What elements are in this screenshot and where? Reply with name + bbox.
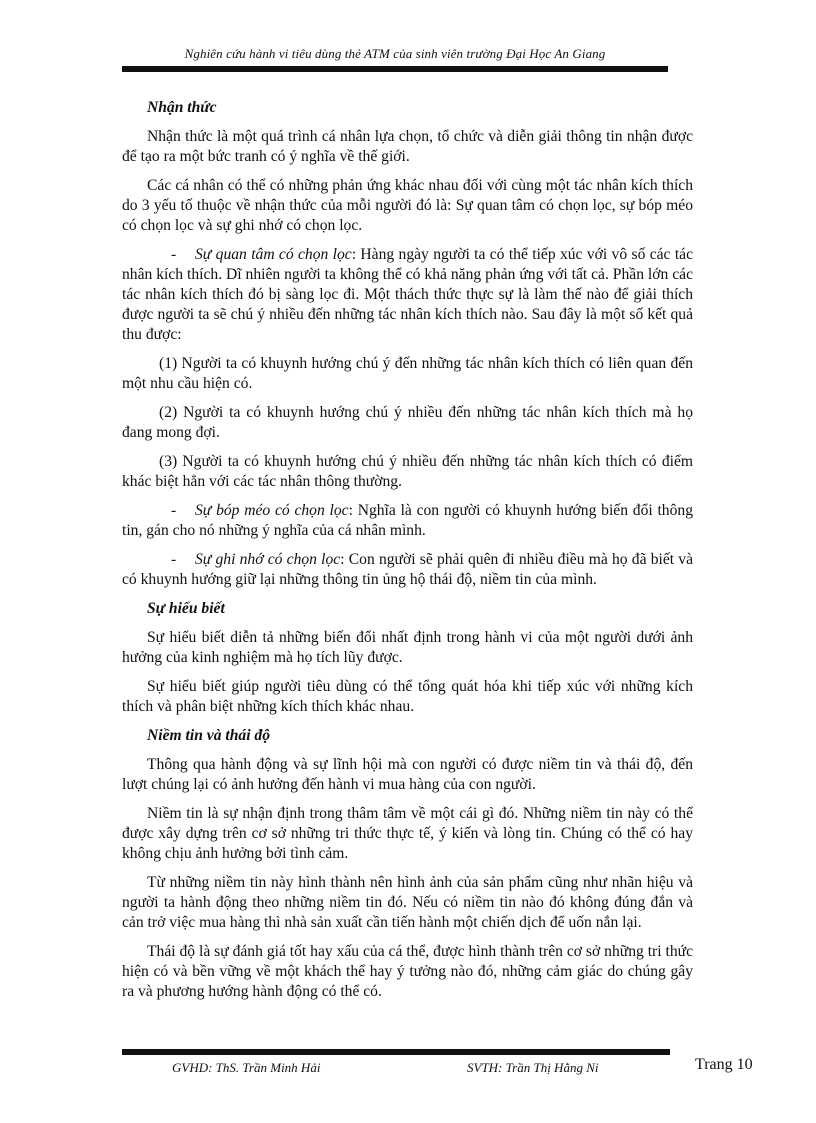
dash-text: : Con người sẽ phải quên đi nhiều điều mà họ đã biết và có khuynh hướng giữ lại những thông tin ủng hộ thái độ, niềm tin của mình. bbox=[122, 551, 693, 588]
paragraph: Thái độ là sự đánh giá tốt hay xấu của cá thể, được hình thành trên cơ sở những tri thức hiện có và bền vững về một khách thể hay ý tưởng nào đó, những cảm giác do chúng gây ra và phương hướng hành động có thể có. bbox=[122, 943, 693, 1000]
number-marker: (1) bbox=[159, 355, 178, 372]
paragraph: Niềm tin là sự nhận định trong thâm tâm về một cái gì đó. Những niềm tin này có thể được xây dựng trên cơ sở những tri thức thực tế, ý kiến và lòng tin. Chúng có thể có hay không chịu ảnh hưởng bởi tình cảm. bbox=[122, 805, 693, 862]
dash-marker: - bbox=[171, 551, 177, 568]
numbered-item bbox=[122, 452, 693, 492]
numbered-text: Người ta có khuynh hướng chú ý nhiều đến những tác nhân kích thích có điểm khác biệt hẳn với các tác nhân thông thường. bbox=[122, 453, 693, 490]
numbered-item bbox=[122, 403, 693, 443]
heading-nhan-thuc: Nhận thức bbox=[147, 99, 217, 116]
paragraph: Nhận thức là một quá trình cá nhân lựa chọn, tổ chức và diễn giải thông tin nhận được để tạo ra một bức tranh có ý nghĩa về thế giới. bbox=[122, 128, 693, 165]
dash-marker: - bbox=[171, 502, 177, 519]
paragraph: Sự hiểu biết giúp người tiêu dùng có thể tổng quát hóa khi tiếp xúc với những kích thích và phân biệt những kích thích khác nhau. bbox=[122, 678, 693, 715]
dash-item bbox=[122, 550, 693, 590]
numbered-text: Người ta có khuynh hướng chú ý nhiều đến những tác nhân kích thích mà họ đang mong đợi. bbox=[122, 404, 693, 441]
page-number: Trang 10 bbox=[695, 1056, 753, 1073]
paragraph: Thông qua hành động và sự lĩnh hội mà con người có được niềm tin và thái độ, đến lượt chúng lại có ảnh hưởng đến hành vi mua hàng của con người. bbox=[122, 756, 693, 793]
heading-su-hieu-biet: Sự hiểu biết bbox=[147, 600, 225, 617]
numbered-item bbox=[122, 354, 693, 394]
dash-term: Sự ghi nhớ có chọn lọc bbox=[195, 551, 341, 568]
footer-advisor: GVHD: ThS. Trần Minh Hải bbox=[172, 1060, 321, 1075]
paragraph: Từ những niềm tin này hình thành nên hình ảnh của sản phẩm cũng như nhãn hiệu và người ta hành động theo những niềm tin đó. Nếu có niềm tin nào đó không đúng đắn và cản trở việc mua hàng thì nhà sản xuất cần tiến hành một chiến dịch để uốn nắn lại. bbox=[122, 874, 693, 931]
dash-text: : Hàng ngày người ta có thể tiếp xúc với vô số các tác nhân kích thích. Dĩ nhiên người ta không thể có khả năng phản ứng với tất cả. Phần lớn các tác nhân kích thích đó bị sàng lọc đi. Một thách thức thực sự là làm thế nào để giải thích được người ta sẽ chú ý nhiều đến những tác nhân kích thích nào. Sau đây là một số kết quả thu được: bbox=[122, 246, 694, 343]
dash-term: Sự bóp méo có chọn lọc bbox=[195, 502, 349, 519]
document-body bbox=[122, 94, 693, 1011]
dash-term: Sự quan tâm có chọn lọc bbox=[195, 246, 352, 263]
footer-rule bbox=[122, 1049, 670, 1055]
dash-text: : Nghĩa là con người có khuynh hướng biến đổi thông tin, gán cho nó những ý nghĩa của cá nhân mình. bbox=[122, 502, 693, 539]
paragraph: Sự hiểu biết diễn tả những biến đổi nhất định trong hành vi của một người dưới ảnh hưởng của kinh nghiệm mà họ tích lũy được. bbox=[122, 629, 693, 666]
dash-marker: - bbox=[171, 246, 177, 263]
numbered-text: Người ta có khuynh hướng chú ý đến những tác nhân kích thích có liên quan đến một nhu cầu hiện có. bbox=[122, 355, 693, 392]
page-header-title: Nghiên cứu hành vi tiêu dùng thẻ ATM của sinh viên trường Đại Học An Giang bbox=[184, 46, 606, 61]
header-rule bbox=[122, 66, 668, 72]
number-marker: (3) bbox=[159, 453, 178, 470]
paragraph: Các cá nhân có thể có những phản ứng khác nhau đối với cùng một tác nhân kích thích do 3 yếu tố thuộc về nhận thức của mỗi người đó là: Sự quan tâm có chọn lọc, sự bóp méo có chọn lọc và sự ghi nhớ có chọn lọc. bbox=[122, 177, 693, 234]
dash-item bbox=[122, 245, 693, 345]
heading-niem-tin: Niềm tin và thái độ bbox=[147, 727, 271, 744]
dash-item bbox=[122, 501, 693, 541]
number-marker: (2) bbox=[159, 404, 178, 421]
footer-student: SVTH: Trần Thị Hằng Ni bbox=[467, 1060, 599, 1075]
